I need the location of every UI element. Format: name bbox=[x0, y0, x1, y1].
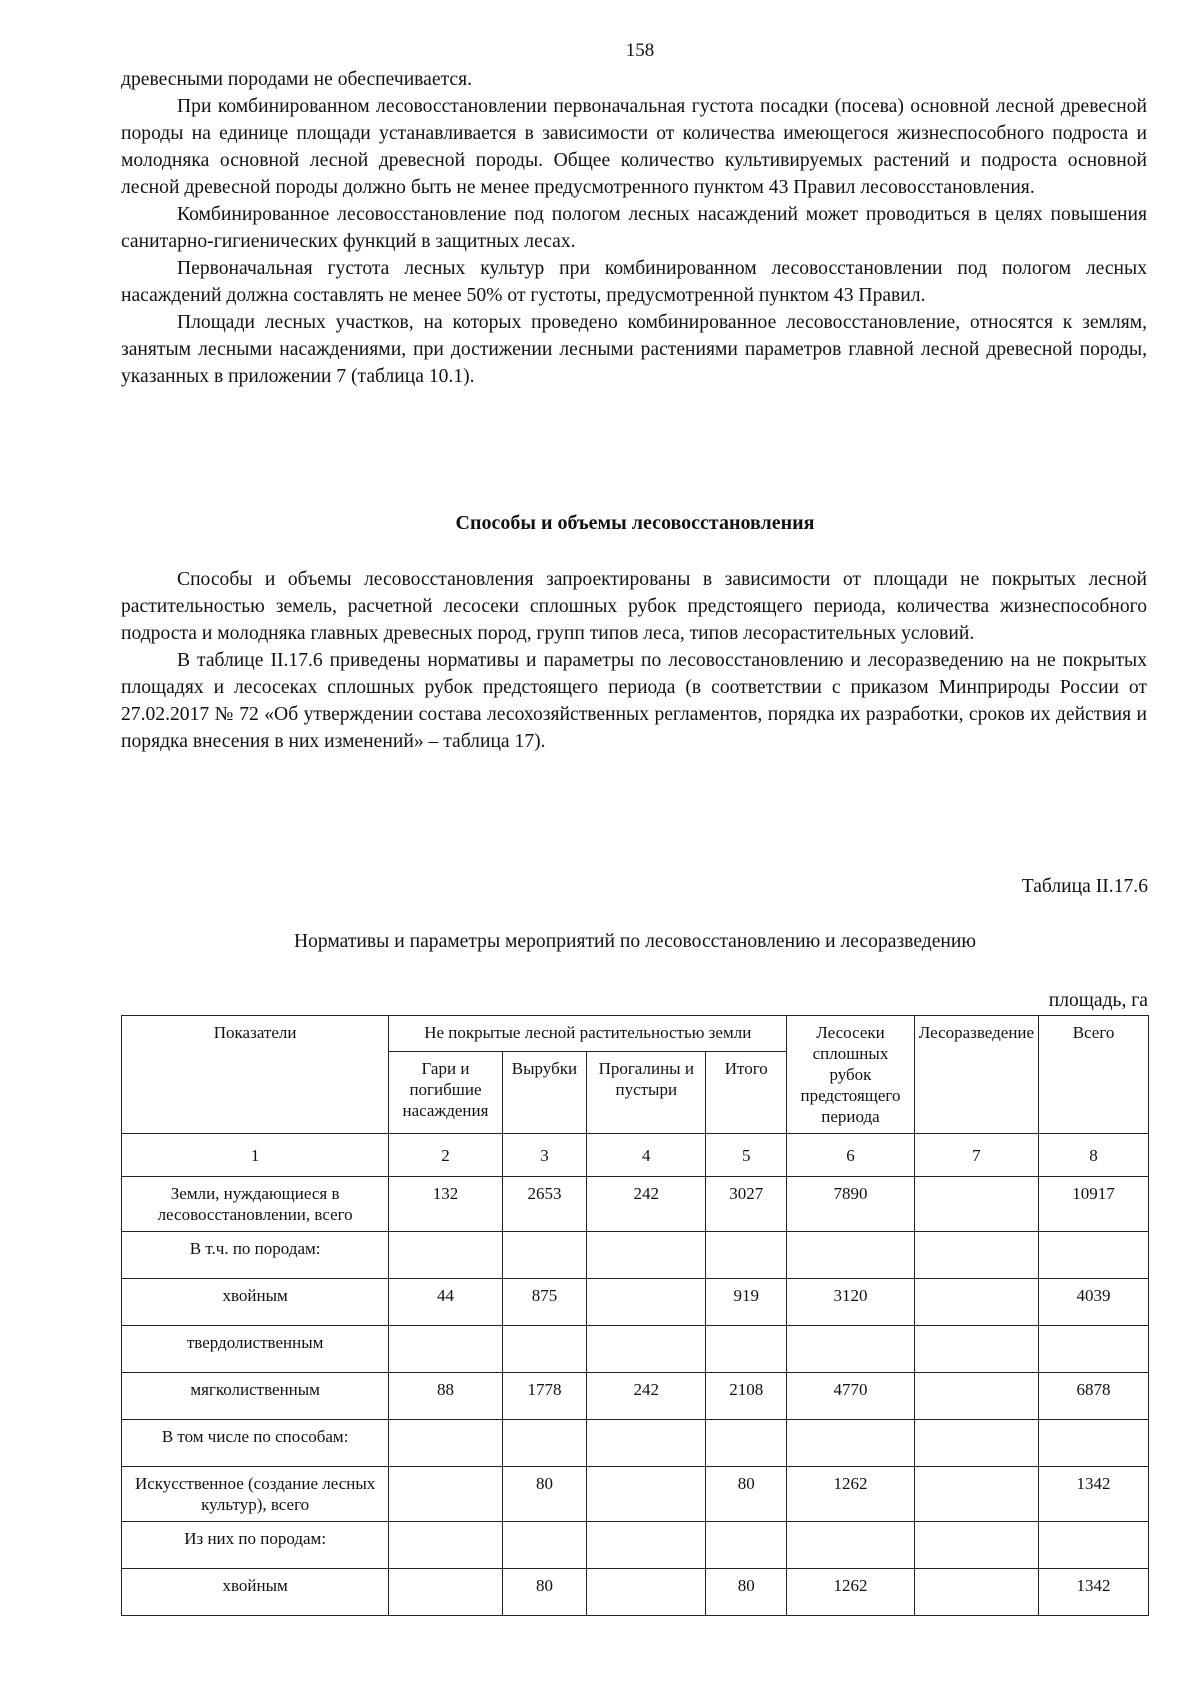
table-cell bbox=[914, 1420, 1038, 1467]
intro-paragraph: Площади лесных участков, на которых проведено комбинированное лесовосстановление, относятся к землям, занятым лесными насаждениями, при достижении лесными растениями параметров главной лесной древесной породы, указанных в приложении 7 (таблица 10.1). bbox=[121, 312, 1147, 387]
table-cell: 242 bbox=[587, 1373, 706, 1420]
table-cell: 1262 bbox=[787, 1467, 914, 1522]
table-cell: 44 bbox=[389, 1279, 502, 1326]
table-cell: 2108 bbox=[706, 1373, 787, 1420]
table-cell bbox=[914, 1467, 1038, 1522]
header-indicators: Показатели bbox=[122, 1016, 389, 1134]
header-burned: Гари и погибшие насаждения bbox=[389, 1052, 502, 1134]
section-heading: Способы и объемы лесовосстановления bbox=[455, 512, 815, 534]
row-label: мягколиственным bbox=[122, 1373, 389, 1420]
table-cell bbox=[787, 1522, 914, 1569]
table-cell bbox=[587, 1569, 706, 1616]
header-uncovered-lands: Не покрытые лесной растительностью земли bbox=[389, 1016, 787, 1052]
intro-paragraph: Первоначальная густота лесных культур при комбинированном лесовосстановлении под пологом лесных насаждений должна составлять не менее 50% от густоты, предусмотренной пунктом 43 Правил. bbox=[121, 258, 1147, 306]
header-total: Всего bbox=[1039, 1016, 1149, 1134]
column-number-row bbox=[122, 1134, 1149, 1177]
table-cell bbox=[587, 1279, 706, 1326]
table-cell bbox=[787, 1232, 914, 1279]
table-cell: 132 bbox=[389, 1177, 502, 1232]
table-cell bbox=[587, 1326, 706, 1373]
row-label: Из них по породам: bbox=[122, 1522, 389, 1569]
row-label: твердолиственным bbox=[122, 1326, 389, 1373]
section-paragraph: В таблице II.17.6 приведены нормативы и параметры по лесовосстановлению и лесоразведению на не покрытых площадях и лесосеках сплошных рубок предстоящего периода (в соответствии с приказом Минприроды России от 27.02.2017 № 72 «Об утверждении состава лесохозяйственных регламентов, порядка их разработки, сроков их действия и порядка внесения в них изменений» – таблица 17). bbox=[121, 650, 1147, 752]
table-row bbox=[122, 1177, 1149, 1232]
table-cell bbox=[914, 1326, 1038, 1373]
column-number: 2 bbox=[389, 1134, 502, 1177]
table-cell bbox=[502, 1232, 587, 1279]
table-cell bbox=[389, 1420, 502, 1467]
table-cell: 1778 bbox=[502, 1373, 587, 1420]
table-row bbox=[122, 1467, 1149, 1522]
table-row bbox=[122, 1279, 1149, 1326]
table-cell: 4770 bbox=[787, 1373, 914, 1420]
table-cell bbox=[914, 1279, 1038, 1326]
table-cell bbox=[1039, 1326, 1149, 1373]
header-cutting-areas: Лесосеки сплошных рубок предстоящего периода bbox=[787, 1016, 914, 1134]
table-cell: 2653 bbox=[502, 1177, 587, 1232]
table-row bbox=[122, 1420, 1149, 1467]
row-label: хвойным bbox=[122, 1279, 389, 1326]
table-cell: 80 bbox=[502, 1467, 587, 1522]
intro-paragraph: древесными породами не обеспечивается. bbox=[121, 69, 472, 90]
table-cell bbox=[389, 1467, 502, 1522]
intro-text bbox=[121, 66, 1147, 390]
row-label: В том числе по способам: bbox=[122, 1420, 389, 1467]
table-row bbox=[122, 1522, 1149, 1569]
table-cell bbox=[787, 1420, 914, 1467]
table-cell bbox=[587, 1420, 706, 1467]
column-number: 4 bbox=[587, 1134, 706, 1177]
table-cell bbox=[1039, 1522, 1149, 1569]
table-cell bbox=[914, 1522, 1038, 1569]
table-cell bbox=[1039, 1420, 1149, 1467]
table-cell: 6878 bbox=[1039, 1373, 1149, 1420]
table-title: Нормативы и параметры мероприятий по лесовосстановлению и лесоразведению bbox=[293, 931, 977, 952]
table-cell bbox=[389, 1522, 502, 1569]
table-cell: 10917 bbox=[1039, 1177, 1149, 1232]
table-cell: 80 bbox=[502, 1569, 587, 1616]
page-number: 158 bbox=[625, 40, 655, 61]
table-cell bbox=[389, 1232, 502, 1279]
table-cell bbox=[502, 1420, 587, 1467]
table-cell: 1262 bbox=[787, 1569, 914, 1616]
table-label: Таблица II.17.6 bbox=[1021, 876, 1148, 897]
row-label: Земли, нуждающиеся в лесовосстановлении, всего bbox=[122, 1177, 389, 1232]
table-cell: 3120 bbox=[787, 1279, 914, 1326]
table-cell: 88 bbox=[389, 1373, 502, 1420]
section-text bbox=[121, 566, 1147, 755]
column-number: 8 bbox=[1039, 1134, 1149, 1177]
table-cell bbox=[587, 1232, 706, 1279]
section-paragraph: Способы и объемы лесовосстановления запроектированы в зависимости от площади не покрытых лесной растительностью земель, расчетной лесосеки сплошных рубок предстоящего периода, количества жизнеспособного подроста и молодняка главных древесных пород, групп типов леса, типов лесорастительных условий. bbox=[121, 569, 1147, 644]
column-number: 6 bbox=[787, 1134, 914, 1177]
table-cell: 242 bbox=[587, 1177, 706, 1232]
table-cell bbox=[706, 1326, 787, 1373]
table-row bbox=[122, 1373, 1149, 1420]
table-row bbox=[122, 1326, 1149, 1373]
row-label: В т.ч. по породам: bbox=[122, 1232, 389, 1279]
column-number: 7 bbox=[914, 1134, 1038, 1177]
column-number: 5 bbox=[706, 1134, 787, 1177]
intro-paragraph: При комбинированном лесовосстановлении первоначальная густота посадки (посева) основной лесной древесной породы на единице площади устанавливается в зависимости от количества имеющегося жизнеспособного подроста и молодняка основной лесной древесной породы. Общее количество культивируемых растений и подроста основной лесной древесной породы должно быть не менее предусмотренного пунктом 43 Правил лесовосстановления. bbox=[121, 96, 1147, 198]
table-cell: 7890 bbox=[787, 1177, 914, 1232]
table-cell: 3027 bbox=[706, 1177, 787, 1232]
table-cell bbox=[389, 1326, 502, 1373]
table-cell: 80 bbox=[706, 1467, 787, 1522]
table-body bbox=[122, 1177, 1149, 1616]
column-number: 1 bbox=[122, 1134, 389, 1177]
table-cell: 1342 bbox=[1039, 1569, 1149, 1616]
column-number: 3 bbox=[502, 1134, 587, 1177]
table-cell: 1342 bbox=[1039, 1467, 1149, 1522]
table-cell bbox=[706, 1522, 787, 1569]
table-cell bbox=[787, 1326, 914, 1373]
table-cell bbox=[914, 1232, 1038, 1279]
table-cell bbox=[914, 1569, 1038, 1616]
header-clearcuts: Вырубки bbox=[502, 1052, 587, 1134]
table-cell bbox=[706, 1232, 787, 1279]
row-label: хвойным bbox=[122, 1569, 389, 1616]
intro-paragraph: Комбинированное лесовосстановление под пологом лесных насаждений может проводиться в целях повышения санитарно-гигиенических функций в защитных лесах. bbox=[121, 204, 1147, 252]
table-cell bbox=[389, 1569, 502, 1616]
table-cell: 875 bbox=[502, 1279, 587, 1326]
header-afforestation: Лесоразведение bbox=[914, 1016, 1038, 1134]
table-cell: 80 bbox=[706, 1569, 787, 1616]
table-cell: 919 bbox=[706, 1279, 787, 1326]
row-label: Искусственное (создание лесных культур), всего bbox=[122, 1467, 389, 1522]
table-cell bbox=[502, 1522, 587, 1569]
table-units: площадь, га bbox=[1048, 990, 1148, 1011]
norms-table bbox=[121, 1015, 1149, 1616]
header-glades: Прогалины и пустыри bbox=[587, 1052, 706, 1134]
table-cell bbox=[1039, 1232, 1149, 1279]
header-subtotal: Итого bbox=[706, 1052, 787, 1134]
table-cell: 4039 bbox=[1039, 1279, 1149, 1326]
table-cell bbox=[914, 1373, 1038, 1420]
table-row bbox=[122, 1569, 1149, 1616]
table-cell bbox=[587, 1467, 706, 1522]
table-cell bbox=[914, 1177, 1038, 1232]
table-row bbox=[122, 1232, 1149, 1279]
table-cell bbox=[706, 1420, 787, 1467]
table-cell bbox=[502, 1326, 587, 1373]
table-cell bbox=[587, 1522, 706, 1569]
